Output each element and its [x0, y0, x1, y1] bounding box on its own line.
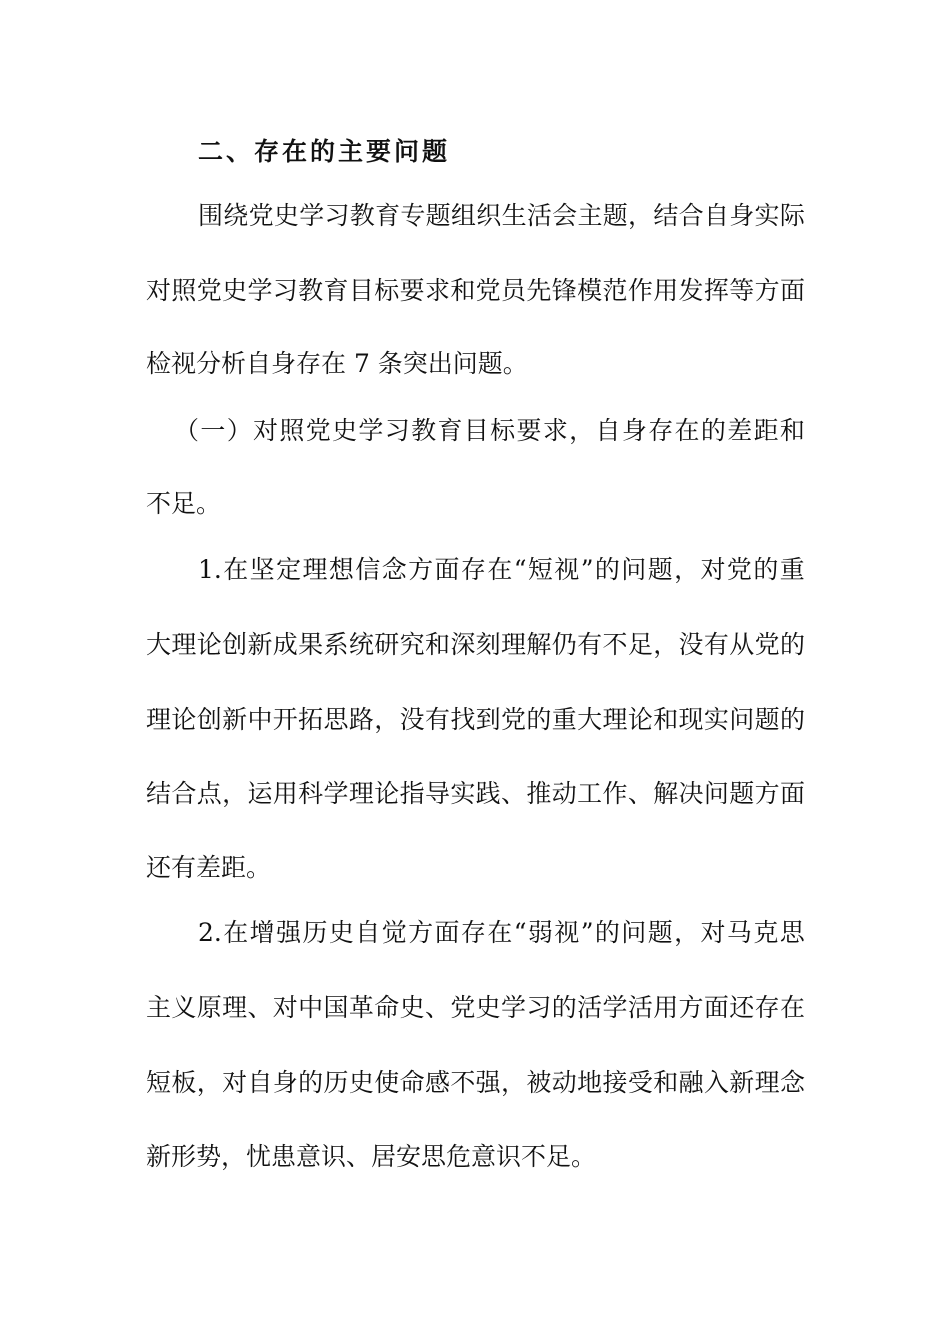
glyph: 方	[408, 555, 434, 584]
glyph: 目	[463, 416, 489, 445]
item2-line-3	[146, 1067, 805, 1099]
glyph: 开	[272, 705, 298, 734]
glyph: 决	[678, 779, 704, 808]
glyph: 锋	[551, 276, 577, 305]
glyph: 对	[700, 555, 726, 584]
glyph: 革	[348, 993, 374, 1022]
glyph: 国	[323, 993, 349, 1022]
glyph: 作	[627, 276, 653, 305]
glyph: 新	[729, 1068, 755, 1097]
glyph: 的	[551, 993, 577, 1022]
glyph: 自	[595, 416, 621, 445]
glyph: 在	[487, 918, 513, 947]
glyph: 还	[729, 993, 755, 1022]
glyph: 对	[700, 918, 726, 947]
glyph: 织	[476, 201, 502, 230]
glyph: 对	[146, 276, 172, 305]
glyph: 受	[627, 1068, 653, 1097]
glyph: 问	[621, 555, 647, 584]
glyph: 足	[627, 630, 653, 659]
glyph: 觉	[381, 918, 407, 947]
item2-line-2	[146, 992, 805, 1024]
glyph: 会	[552, 201, 578, 230]
glyph: 1.	[198, 555, 222, 584]
glyph: 历	[323, 1068, 349, 1097]
glyph: 题	[425, 201, 451, 230]
glyph: 教	[411, 416, 437, 445]
glyph: 史	[328, 918, 354, 947]
glyph: 统	[348, 630, 374, 659]
glyph: 从	[729, 630, 755, 659]
glyph: 问	[729, 705, 755, 734]
glyph: 重	[551, 705, 577, 734]
glyph: 工	[577, 779, 603, 808]
glyph: 践	[475, 779, 501, 808]
glyph: 动	[551, 779, 577, 808]
glyph: 史	[222, 276, 248, 305]
item1-line-2	[146, 629, 805, 661]
glyph: ，	[196, 1068, 222, 1097]
glyph: 推	[526, 779, 552, 808]
glyph: 育	[437, 416, 463, 445]
glyph: 理	[754, 1068, 780, 1097]
glyph: “	[513, 918, 527, 947]
glyph: 史	[273, 201, 299, 230]
intro-line-1	[198, 200, 805, 232]
glyph: 存	[460, 555, 486, 584]
glyph: 差	[727, 416, 753, 445]
glyph: 党	[248, 201, 274, 230]
glyph: 题	[647, 555, 673, 584]
glyph: 点	[196, 779, 222, 808]
glyph: 活	[526, 201, 552, 230]
glyph: 题	[647, 918, 673, 947]
glyph: 面	[779, 276, 805, 305]
glyph: 有	[703, 630, 729, 659]
glyph: 的	[526, 705, 552, 734]
glyph: 解	[653, 779, 679, 808]
glyph: 专	[400, 201, 426, 230]
glyph: 历	[302, 918, 328, 947]
glyph: 大	[146, 630, 172, 659]
glyph: 视	[554, 555, 580, 584]
glyph: 问	[703, 779, 729, 808]
glyph: 原	[196, 993, 222, 1022]
glyph: 使	[374, 1068, 400, 1097]
glyph: 动	[551, 1068, 577, 1097]
glyph: 的	[753, 555, 779, 584]
glyph: 理	[302, 555, 328, 584]
glyph: 中	[298, 993, 324, 1022]
glyph: 存	[754, 993, 780, 1022]
glyph: 生	[501, 201, 527, 230]
glyph: 指	[399, 779, 425, 808]
glyph: 没	[678, 630, 704, 659]
glyph: 求	[424, 276, 450, 305]
glyph: 弱	[527, 918, 553, 947]
glyph: 拓	[298, 705, 324, 734]
glyph: 融	[678, 1068, 704, 1097]
glyph: 用	[653, 276, 679, 305]
glyph: 主	[146, 993, 172, 1022]
glyph: 没	[399, 705, 425, 734]
glyph: 习	[384, 416, 410, 445]
glyph: 现	[678, 705, 704, 734]
glyph: 强	[475, 1068, 501, 1097]
glyph: 不	[602, 630, 628, 659]
glyph: 短	[146, 1068, 172, 1097]
glyph: 果	[298, 630, 324, 659]
glyph: 育	[323, 276, 349, 305]
glyph: 、	[501, 779, 527, 808]
glyph: 义	[171, 993, 197, 1022]
glyph: 找	[450, 705, 476, 734]
glyph: 对	[272, 993, 298, 1022]
glyph: 在	[223, 918, 249, 947]
glyph: 论	[171, 705, 197, 734]
glyph: 作	[602, 779, 628, 808]
glyph: 党	[501, 705, 527, 734]
glyph: ，	[501, 1068, 527, 1097]
glyph: 理	[348, 779, 374, 808]
glyph: 标	[374, 276, 400, 305]
glyph: ，	[569, 416, 595, 445]
glyph: 身	[621, 416, 647, 445]
glyph: 发	[678, 276, 704, 305]
section1-line-1	[174, 415, 805, 447]
glyph: 和	[450, 276, 476, 305]
glyph: 题	[729, 779, 755, 808]
glyph: 被	[526, 1068, 552, 1097]
item2-line-4: 新形势，忧患意识、居安思危意识不足。	[146, 1142, 597, 1171]
glyph: 的	[298, 1068, 324, 1097]
glyph: 想	[328, 555, 354, 584]
glyph: 史	[399, 993, 425, 1022]
glyph: 对	[253, 416, 279, 445]
glyph: 视	[554, 918, 580, 947]
glyph: 用	[272, 779, 298, 808]
glyph: 理	[146, 705, 172, 734]
glyph: 入	[703, 1068, 729, 1097]
glyph: ，	[374, 705, 400, 734]
glyph: 、	[247, 993, 273, 1022]
glyph: 的	[594, 555, 620, 584]
glyph: 地	[577, 1068, 603, 1097]
glyph: 增	[249, 918, 275, 947]
glyph: 方	[754, 276, 780, 305]
glyph: 党	[305, 416, 331, 445]
glyph: 理	[501, 630, 527, 659]
glyph: 组	[450, 201, 476, 230]
glyph: 员	[501, 276, 527, 305]
glyph: 创	[222, 630, 248, 659]
glyph: 题	[602, 201, 628, 230]
glyph: 系	[323, 630, 349, 659]
glyph: 育	[375, 201, 401, 230]
glyph: 教	[298, 276, 324, 305]
glyph: 仍	[551, 630, 577, 659]
glyph: 方	[678, 993, 704, 1022]
glyph: 围	[198, 201, 224, 230]
glyph: 党	[726, 555, 752, 584]
glyph: 实	[703, 705, 729, 734]
glyph: 理	[222, 993, 248, 1022]
glyph: 要	[516, 416, 542, 445]
glyph: 教	[349, 201, 375, 230]
glyph: 问	[621, 918, 647, 947]
glyph: 面	[703, 993, 729, 1022]
glyph: 目	[348, 276, 374, 305]
glyph: 的	[779, 705, 805, 734]
section1-line-2: 不足。	[146, 489, 222, 518]
item1-line-4	[146, 778, 805, 810]
glyph: 党	[196, 276, 222, 305]
glyph: 究	[399, 630, 425, 659]
item2-line-1	[198, 917, 805, 949]
glyph: 身	[272, 1068, 298, 1097]
glyph: 信	[355, 555, 381, 584]
glyph: 创	[196, 705, 222, 734]
glyph: ，	[674, 555, 700, 584]
glyph: 合	[678, 201, 704, 230]
glyph: ，	[222, 779, 248, 808]
glyph: 面	[434, 918, 460, 947]
glyph: 等	[729, 276, 755, 305]
glyph: 习	[272, 276, 298, 305]
item1-line-1	[198, 554, 805, 586]
glyph: 学	[323, 779, 349, 808]
glyph: 党	[754, 630, 780, 659]
glyph: 合	[171, 779, 197, 808]
glyph: 的	[594, 918, 620, 947]
glyph: ，	[653, 630, 679, 659]
glyph: 理	[602, 705, 628, 734]
glyph: 存	[460, 918, 486, 947]
glyph: 史	[475, 993, 501, 1022]
glyph: 自	[703, 201, 729, 230]
glyph: 命	[374, 993, 400, 1022]
glyph: 党	[450, 993, 476, 1022]
intro-line-3: 检视分析自身存在 7 条突出问题。	[146, 349, 528, 378]
glyph: 大	[577, 705, 603, 734]
glyph: 距	[753, 416, 779, 445]
glyph: 习	[526, 993, 552, 1022]
glyph: 、	[627, 779, 653, 808]
glyph: 题	[754, 705, 780, 734]
glyph: 研	[374, 630, 400, 659]
glyph: 实	[754, 201, 780, 230]
glyph: 习	[324, 201, 350, 230]
glyph: 和	[779, 416, 805, 445]
glyph: 和	[653, 705, 679, 734]
glyph: 新	[247, 630, 273, 659]
glyph: 感	[424, 1068, 450, 1097]
glyph: 结	[146, 779, 172, 808]
glyph: 实	[450, 779, 476, 808]
glyph: ，	[674, 918, 700, 947]
glyph: 先	[526, 276, 552, 305]
glyph: 克	[753, 918, 779, 947]
glyph: 和	[424, 630, 450, 659]
glyph: 的	[700, 416, 726, 445]
glyph: 念	[381, 555, 407, 584]
glyph: 方	[408, 918, 434, 947]
glyph: 学	[602, 993, 628, 1022]
glyph: 绕	[223, 201, 249, 230]
glyph: 身	[729, 201, 755, 230]
glyph: ”	[580, 918, 594, 947]
glyph: 学	[299, 201, 325, 230]
glyph: 运	[247, 779, 273, 808]
glyph: 自	[247, 1068, 273, 1097]
glyph: 照	[171, 276, 197, 305]
glyph: 照	[279, 416, 305, 445]
glyph: 模	[577, 276, 603, 305]
glyph: ）	[226, 416, 252, 445]
section-heading: 二、存在的主要问题	[198, 137, 451, 166]
glyph: 结	[653, 201, 679, 230]
glyph: 求	[542, 416, 568, 445]
glyph: 挥	[703, 276, 729, 305]
glyph: 强	[276, 918, 302, 947]
glyph: 主	[577, 201, 603, 230]
glyph: 对	[222, 1068, 248, 1097]
glyph: 新	[222, 705, 248, 734]
glyph: 有	[577, 630, 603, 659]
glyph: 用	[653, 993, 679, 1022]
glyph: 面	[779, 779, 805, 808]
glyph: 自	[355, 918, 381, 947]
glyph: 要	[399, 276, 425, 305]
glyph: 接	[602, 1068, 628, 1097]
glyph: 中	[247, 705, 273, 734]
glyph: 念	[779, 1068, 805, 1097]
glyph: 刻	[475, 630, 501, 659]
glyph: 方	[754, 779, 780, 808]
glyph: 理	[171, 630, 197, 659]
glyph: 成	[272, 630, 298, 659]
glyph: 解	[526, 630, 552, 659]
glyph: 马	[726, 918, 752, 947]
glyph: 在	[223, 555, 249, 584]
glyph: 标	[490, 416, 516, 445]
glyph: 存	[648, 416, 674, 445]
glyph: 深	[450, 630, 476, 659]
glyph: 科	[298, 779, 324, 808]
glyph: 史	[332, 416, 358, 445]
glyph: 论	[196, 630, 222, 659]
glyph: 在	[674, 416, 700, 445]
item1-line-3	[146, 704, 805, 736]
glyph: 到	[475, 705, 501, 734]
glyph: 一	[200, 416, 226, 445]
glyph: 思	[779, 918, 805, 947]
glyph: 重	[779, 555, 805, 584]
glyph: 范	[602, 276, 628, 305]
glyph: “	[513, 555, 527, 584]
glyph: 和	[653, 1068, 679, 1097]
glyph: 命	[399, 1068, 425, 1097]
glyph: 导	[424, 779, 450, 808]
glyph: 活	[627, 993, 653, 1022]
glyph: 论	[374, 779, 400, 808]
glyph: 有	[424, 705, 450, 734]
glyph: ，	[628, 201, 654, 230]
glyph: （	[174, 416, 200, 445]
glyph: 论	[627, 705, 653, 734]
glyph: 定	[276, 555, 302, 584]
glyph: 活	[577, 993, 603, 1022]
glyph: ”	[580, 555, 594, 584]
glyph: 际	[779, 201, 805, 230]
glyph: 短	[527, 555, 553, 584]
glyph: 路	[348, 705, 374, 734]
glyph: 坚	[249, 555, 275, 584]
glyph: 史	[348, 1068, 374, 1097]
glyph: 党	[475, 276, 501, 305]
glyph: 面	[434, 555, 460, 584]
glyph: 板	[171, 1068, 197, 1097]
glyph: 不	[450, 1068, 476, 1097]
glyph: 学	[247, 276, 273, 305]
glyph: 在	[779, 993, 805, 1022]
intro-line-2	[146, 275, 805, 307]
glyph: 2.	[198, 918, 222, 947]
item1-line-5: 还有差距。	[146, 853, 272, 882]
glyph: 思	[323, 705, 349, 734]
glyph: 、	[424, 993, 450, 1022]
glyph: 学	[358, 416, 384, 445]
glyph: 学	[501, 993, 527, 1022]
glyph: 的	[779, 630, 805, 659]
glyph: 在	[487, 555, 513, 584]
